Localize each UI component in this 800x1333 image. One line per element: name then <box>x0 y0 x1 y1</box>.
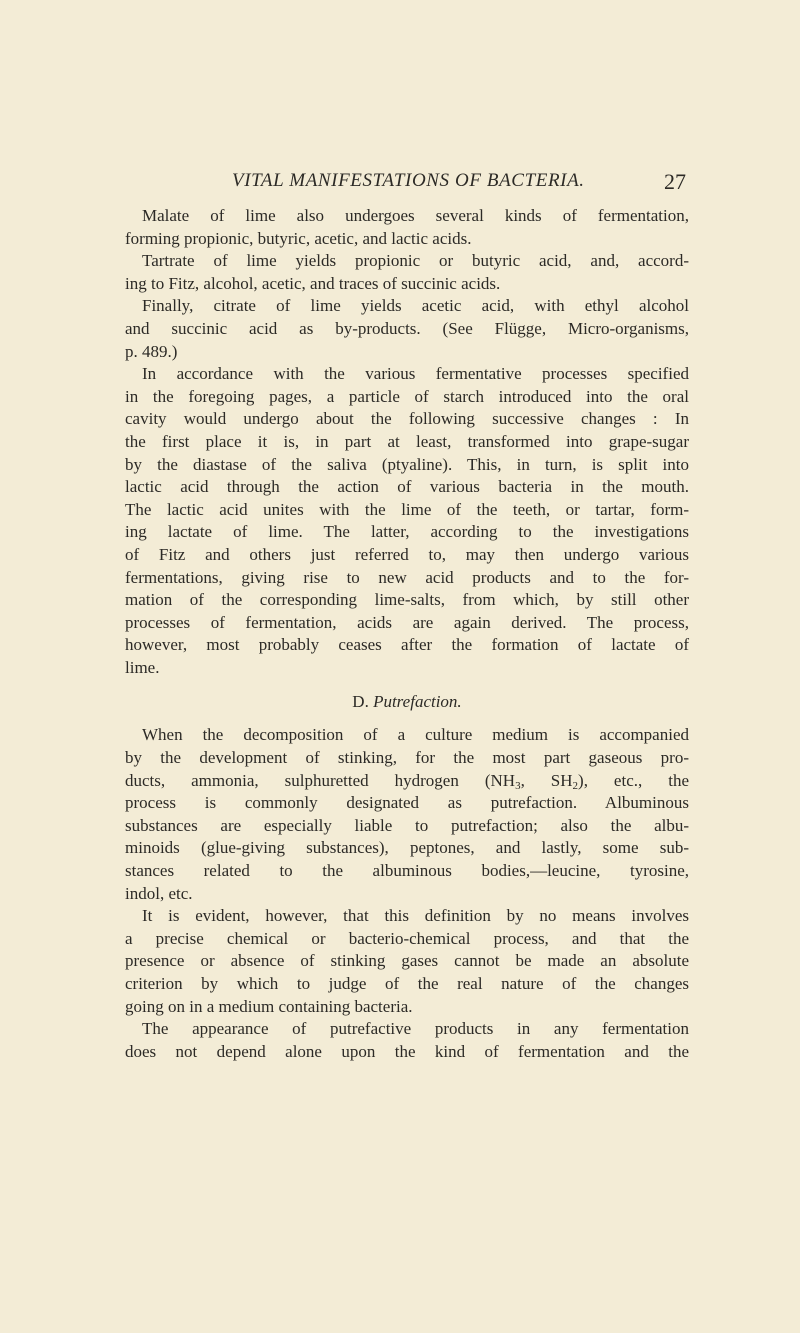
text-line: In accordance with the various fermentative processes specified <box>142 364 689 384</box>
text-line: in the foregoing pages, a particle of starch introduced into the oral <box>125 386 689 406</box>
text-line: presence or absence of stinking gases cannot be made an absolute <box>125 951 689 971</box>
text-line: It is evident, however, that this definition by no means involves <box>142 906 689 926</box>
text-line: fermentations, giving rise to new acid products and to the for- <box>125 567 689 587</box>
body-text <box>125 205 689 1063</box>
subscript: 3 <box>515 779 521 792</box>
text-line: Finally, citrate of lime yields acetic acid, with ethyl alcohol <box>142 296 689 316</box>
text-line: substances are especially liable to putrefaction; also the albu- <box>125 815 689 835</box>
text-line: lactic acid through the action of various bacteria in the mouth. <box>125 477 689 497</box>
running-head: VITAL MANIFESTATIONS OF BACTERIA. <box>232 170 585 191</box>
text-line: and succinic acid as by-products. (See Flügge, Micro-organisms, <box>125 318 689 338</box>
text-line: does not depend alone upon the kind of fermentation and the <box>125 1041 689 1061</box>
text-segment: ), etc., the <box>578 770 689 790</box>
text-line: The lactic acid unites with the lime of the teeth, or tartar, form- <box>125 499 689 519</box>
text-line: however, most probably ceases after the formation of lactate of <box>125 635 689 655</box>
formula-hydrogen-sulphide: , SH <box>520 770 573 790</box>
text-line: cavity would undergo about the following successive changes : In <box>125 409 689 429</box>
text-line: p. 489.) <box>125 341 178 361</box>
text-line: forming propionic, butyric, acetic, and lactic acids. <box>125 228 472 248</box>
text-line: of Fitz and others just referred to, may then undergo various <box>125 544 689 564</box>
text-line: minoids (glue-giving substances), peptones, and lastly, some sub- <box>125 838 689 858</box>
text-line: by the diastase of the saliva (ptyaline). This, in turn, is split into <box>125 454 689 474</box>
text-line: criterion by which to judge of the real nature of the changes <box>125 974 689 993</box>
text-line: a precise chemical or bacterio-chemical process, and that the <box>125 928 689 948</box>
section-title: Putrefaction. <box>373 692 462 712</box>
text-line: process is commonly designated as putrefaction. Albuminous <box>125 793 689 813</box>
text-line: Malate of lime also undergoes several kinds of fermentation, <box>142 206 689 225</box>
formula-ammonia: NH <box>490 770 516 790</box>
text-line: ing to Fitz, alcohol, acetic, and traces of succinic acids. <box>125 273 501 293</box>
text-line: ing lactate of lime. The latter, according to the investigations <box>125 522 689 542</box>
page-number: 27 <box>664 169 686 194</box>
text-segment: ducts, ammonia, sulphuretted hydrogen ( <box>125 770 491 790</box>
text-line: When the decomposition of a culture medium is accompanied <box>142 725 689 745</box>
page-header <box>232 170 686 196</box>
text-line: stances related to the albuminous bodies,—leucine, tyrosine, <box>125 861 689 881</box>
text-line: mation of the corresponding lime-salts, from which, by still other <box>125 590 689 610</box>
text-line: lime. <box>125 657 160 677</box>
section-heading <box>125 679 689 724</box>
text-line: processes of fermentation, acids are again derived. The process, <box>125 612 689 632</box>
text-line: going on in a medium containing bacteria. <box>125 996 413 1016</box>
text-line: indol, etc. <box>125 883 193 903</box>
text-line: The appearance of putrefactive products in any fermentation <box>142 1019 689 1039</box>
text-line-formula <box>125 770 689 793</box>
section-label: D. <box>352 692 369 712</box>
text-line: the first place it is, in part at least, transformed into grape-sugar <box>125 431 689 451</box>
subscript: 2 <box>572 779 579 792</box>
text-line: Tartrate of lime yields propionic or butyric acid, and, accord- <box>142 251 689 271</box>
text-line: by the development of stinking, for the most part gaseous pro- <box>125 748 689 768</box>
